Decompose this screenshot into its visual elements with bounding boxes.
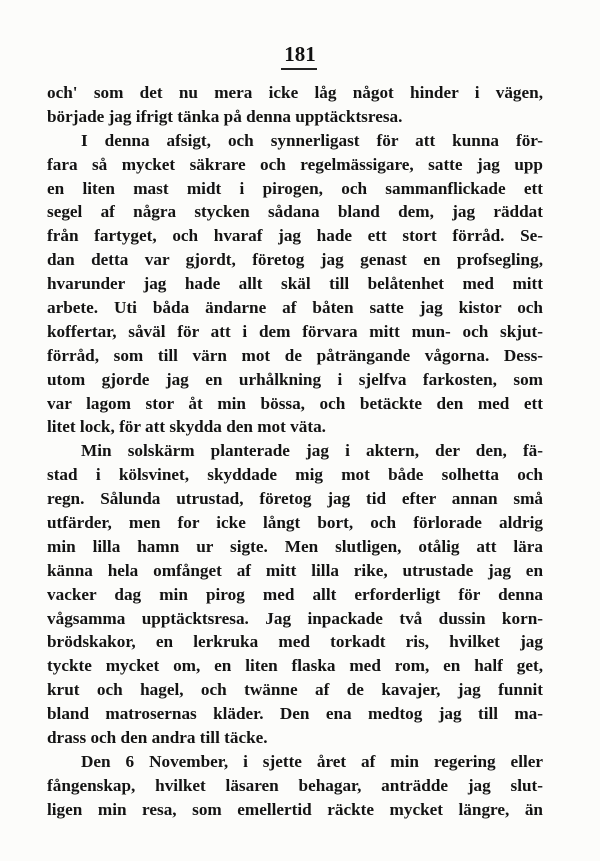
text-line: bland matrosernas kläder. Den ena medtog jag till ma- [47, 704, 543, 724]
text-line: utom gjorde jag en urhålkning i sjelfva farkosten, som [47, 369, 543, 389]
text-line: hvarunder jag hade allt skäl till belåtenhet med mitt [47, 274, 543, 294]
text-line: drass och den andra till täcke. [47, 728, 268, 748]
text-line: Den 6 November, i sjette året af min regering eller [81, 751, 543, 771]
text-line: utfärder, men for icke långt bort, och förlorade aldrig [47, 513, 543, 533]
text-line: vågsamma upptäcktsresa. Jag inpackade två dussin korn- [47, 608, 543, 628]
page-number: 181 [284, 42, 316, 66]
text-line: krut och hagel, och twänne af de kavajer, jag funnit [47, 680, 543, 700]
text-line: förråd, som till värn mot de påträngande vågorna. Dess- [47, 345, 543, 365]
text-line: dan detta var gjordt, företog jag genast en profsegling, [47, 250, 543, 270]
text-line: och' som det nu mera icke låg något hinder i vägen, [47, 83, 543, 102]
page-number-underline [281, 68, 317, 70]
text-line: koffertar, såväl för att i dem förvara mitt mun- och skjut- [47, 321, 543, 341]
text-line: I denna afsigt, och synnerligast för att kunna för- [81, 130, 543, 150]
body-text [47, 81, 543, 822]
text-line: var lagom stor åt min bössa, och betäckte den med ett [47, 393, 543, 413]
text-line: vacker dag min pirog med allt erforderligt för denna [47, 584, 543, 604]
text-line: känna hela omfånget af mitt lilla rike, utrustade jag en [47, 560, 543, 580]
text-line: arbete. Uti båda ändarne af båten satte jag kistor och [47, 298, 543, 318]
text-line: stad i kölsvinet, skyddade mig mot både solhetta och [47, 465, 543, 485]
text-line: började jag ifrigt tänka på denna upptäcktsresa. [47, 106, 403, 126]
text-line: ligen min resa, som emellertid räckte mycket längre, än [47, 799, 543, 819]
text-line: segel af några stycken sådana bland dem, jag räddat [47, 202, 543, 222]
text-line: en liten mast midt i pirogen, och sammanflickade ett [47, 178, 543, 198]
text-line: tyckte mycket om, en liten flaska med rom, en half get, [47, 656, 543, 676]
text-line: litet lock, för att skydda den mot väta. [47, 417, 326, 437]
text-line: fara så mycket säkrare och regelmässigare, satte jag upp [47, 154, 543, 174]
text-line: fångenskap, hvilket läsaren behagar, anträdde jag slut- [47, 775, 543, 795]
text-line: regn. Sålunda utrustad, företog jag tid efter annan små [47, 489, 543, 509]
text-line: min lilla hamn ur sigte. Men slutligen, otålig att lära [47, 536, 543, 556]
text-line: brödskakor, en lerkruka med torkadt ris, hvilket jag [47, 632, 543, 652]
text-line: Min solskärm planterade jag i aktern, der den, fä- [81, 441, 543, 461]
text-line: från fartyget, och hvaraf jag hade ett stort förråd. Se- [47, 226, 543, 246]
